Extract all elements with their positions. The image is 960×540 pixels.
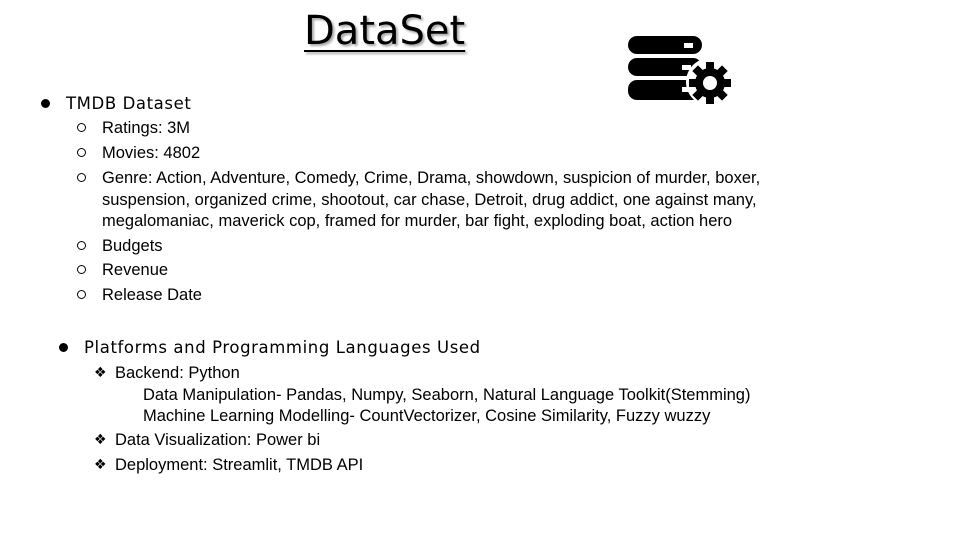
list-item-ratings: [102, 118, 190, 140]
list-item-movies: [102, 143, 200, 165]
bullet-circle: [77, 173, 86, 182]
diamond-bullet-icon: ❖: [94, 365, 107, 381]
section2-heading: Platforms and Programming Languages Used: [84, 338, 481, 357]
diamond-bullet-icon: ❖: [94, 432, 107, 448]
bullet-circle: [77, 123, 86, 132]
item-text: Data Visualization: Power bi: [115, 431, 321, 449]
sub-item-data-manipulation: Data Manipulation- Pandas, Numpy, Seaborn, Natural Language Toolkit(Stemming): [143, 386, 751, 404]
sub-item-ml-modelling: Machine Learning Modelling- CountVectorizer, Cosine Similarity, Fuzzy wuzzy: [143, 407, 711, 425]
item-text: Ratings: 3M: [102, 119, 191, 137]
bullet-platforms: [84, 338, 481, 357]
list-item-visualization: [94, 430, 321, 451]
section1-heading: TMDB Dataset: [66, 94, 192, 113]
bullet-circle: [77, 241, 86, 250]
item-text: Backend: Python: [115, 364, 240, 382]
list-item-genre: [102, 168, 832, 233]
bullet-circle: [77, 265, 86, 274]
list-item-backend: [94, 363, 240, 384]
diamond-bullet-icon: ❖: [94, 457, 107, 473]
item-text: Deployment: Streamlit, TMDB API: [115, 456, 364, 474]
list-item-release-date: [102, 285, 202, 307]
item-text: Budgets: [102, 237, 163, 255]
bullet-dot: [41, 99, 50, 108]
item-text: Release Date: [102, 286, 202, 304]
bullet-circle: [77, 290, 86, 299]
item-text: Movies: 4802: [102, 144, 201, 162]
bullet-dot: [59, 343, 68, 352]
item-text: Revenue: [102, 261, 169, 279]
list-item-revenue: [102, 260, 168, 282]
page-title: DataSet: [304, 8, 466, 54]
database-gear-icon: [626, 34, 734, 104]
bullet-tmdb-dataset: [66, 94, 191, 113]
item-text: Genre: Action, Adventure, Comedy, Crime, Drama, showdown, suspicion of murder, boxer, suspension, organized crime, shootout, car chase, Detroit, drug addict, one against many, megalomaniac, maverick cop, framed for murder, bar fight, exploding boat, action hero: [102, 169, 761, 230]
list-item-deployment: [94, 455, 364, 476]
list-item-budgets: [102, 236, 163, 258]
bullet-circle: [77, 148, 86, 157]
